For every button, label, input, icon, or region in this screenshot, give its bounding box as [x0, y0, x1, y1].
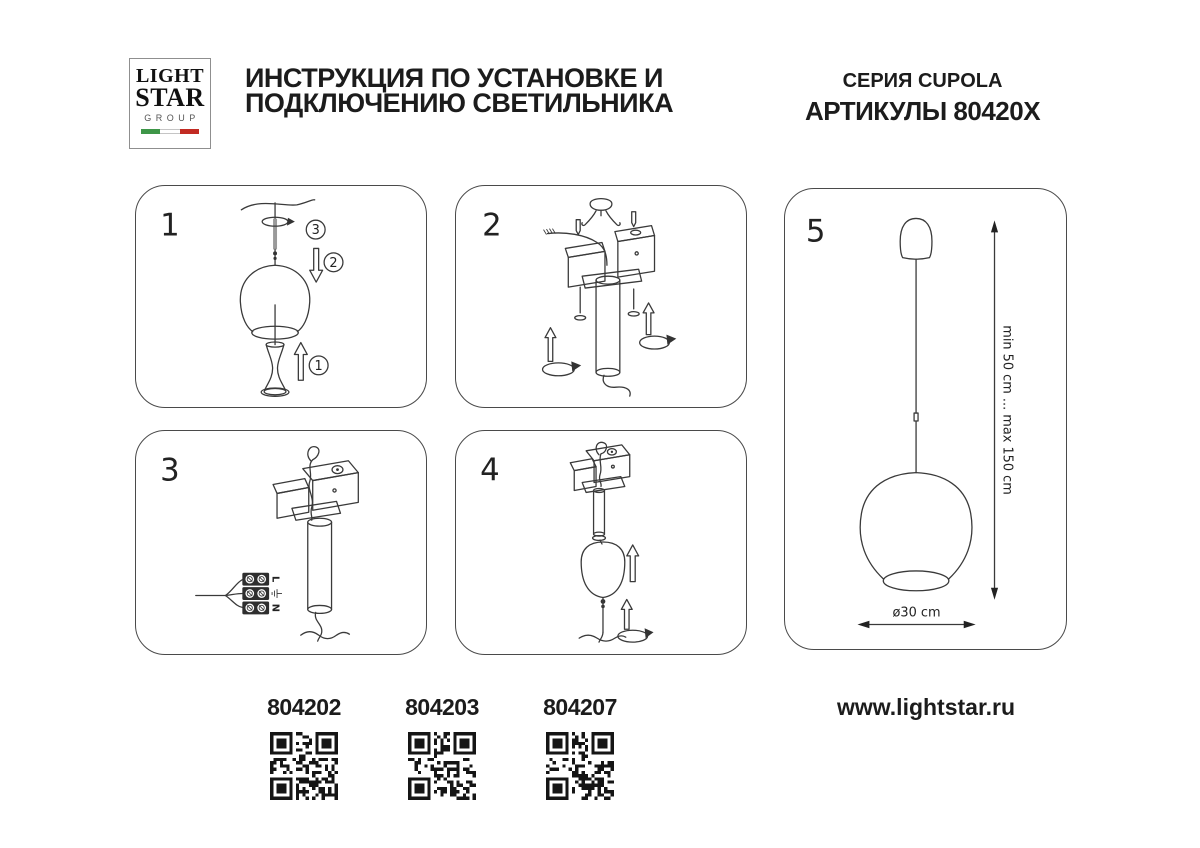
up-arrow-icon	[621, 599, 632, 629]
article-number-2: 804203	[405, 694, 479, 720]
up-arrow-icon	[643, 303, 654, 335]
page-title	[245, 63, 674, 118]
logo-word-star: STAR	[135, 83, 205, 112]
terminal-label-n: N	[269, 603, 281, 613]
qr-code-1	[267, 729, 341, 803]
up-arrow-icon	[627, 545, 639, 582]
svg-text:2: 2	[329, 255, 338, 271]
rotate-arrow-icon	[640, 336, 670, 349]
title-line-2: ПОДКЛЮЧЕНИЮ СВЕТИЛЬНИКА	[245, 88, 674, 118]
rotate-arrow-icon	[543, 363, 575, 376]
ceiling-cup	[900, 218, 932, 259]
step-panel-1	[135, 185, 427, 408]
logo-word-group: GROUP	[144, 112, 200, 123]
website-url: www.lightstar.ru	[836, 694, 1016, 720]
shade-dome	[581, 542, 625, 598]
step-panel-5	[784, 188, 1067, 650]
terminal-block	[242, 573, 269, 615]
lamp-assembly-drawing	[136, 186, 426, 407]
step-number: 5	[805, 213, 826, 250]
lightstar-logo	[129, 58, 211, 149]
height-dimension-label: min 50 cm ... max 150 cm	[999, 325, 1015, 495]
step-panel-3	[135, 430, 427, 655]
wiring-terminal-drawing	[136, 431, 426, 654]
step-panel-2	[455, 185, 747, 408]
up-arrow-icon	[294, 343, 307, 381]
earth-ground-icon	[272, 589, 282, 598]
italy-flag-icon	[141, 129, 199, 134]
diameter-dimension-label: ø30 cm	[892, 605, 941, 621]
up-arrow-icon	[545, 328, 556, 362]
terminal-label-l: L	[269, 576, 281, 583]
step-number: 1	[160, 207, 180, 244]
dowel-icon	[576, 220, 580, 235]
canopy-tube	[308, 518, 332, 526]
down-arrow-icon	[310, 248, 323, 282]
ceiling-hook-icon	[590, 199, 612, 211]
logo-word-light: LIGHT	[135, 65, 205, 87]
canopy-tube	[596, 276, 620, 284]
pendant-shade	[860, 473, 916, 579]
dowel-icon	[632, 212, 636, 227]
svg-text:3: 3	[311, 223, 320, 239]
step-number: 4	[480, 452, 500, 489]
article-number-3: 804207	[543, 694, 617, 720]
step-number: 3	[160, 452, 180, 489]
title-line-1: ИНСТРУКЦИЯ ПО УСТАНОВКЕ И	[245, 63, 663, 93]
articles-label: АРТИКУЛЫ 80420X	[804, 96, 1041, 126]
qr-code-2	[405, 729, 479, 803]
shade-mounting-drawing	[456, 431, 746, 654]
step-panel-4	[455, 430, 747, 655]
qr-code-3	[543, 729, 617, 803]
step-number: 2	[482, 207, 502, 244]
svg-text:1: 1	[314, 358, 323, 374]
article-number-1: 804202	[267, 694, 341, 720]
mounting-bracket-drawing	[456, 186, 746, 407]
series-label: СЕРИЯ CUPOLA	[842, 70, 1003, 92]
dimensions-drawing	[785, 189, 1066, 649]
